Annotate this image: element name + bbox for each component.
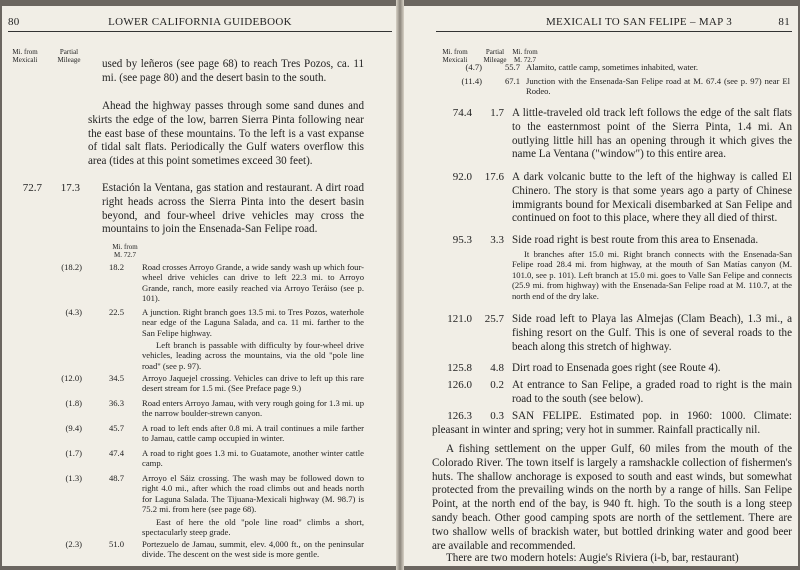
sub-entry: Road crosses Arroyo Grande, a wide sandy wash up which four-wheel drive vehicles can drive to left 22.3 mi. to Arroyo Grande, ranch, more easily reached via Arroyo Teráiso (see p. 101). <box>142 262 364 304</box>
header-rule <box>436 31 792 32</box>
sub-entry: A junction. Right branch goes 13.5 mi. to Tres Pozos, waterhole near edge of the Laguna Salada, and ca. 11 mi. farther to the San Felipe highway. <box>142 307 364 338</box>
entry-entrance: At entrance to San Felipe, a graded road to right is the main road to the south (see below). <box>512 379 792 405</box>
entry-playa-almejas: Side road left to Playa las Almejas (Clam Beach), 1.3 mi., a fishing resort on the Gulf. This is one of several roads to the beach along this stretch of highway. <box>512 313 792 353</box>
entry-ventana-track: A little-traveled old track left follows the edge of the salt flats to the easternmost point of the Sierra Pinta, 1.4 mi. An outlying little hill has an opening through it which gives the name La Ventana ("window") to this entire area. <box>512 107 792 161</box>
col-header-mexicali: Mi. from Mexicali <box>442 48 468 64</box>
sub-entry: A road to left ends after 0.8 mi. A trail continues a mile farther to Jamau, cattle camp occupied in winter. <box>142 423 364 444</box>
mileage-partial: 17.3 <box>60 182 80 194</box>
mileage-mexicali: 92.0 <box>452 171 472 183</box>
sub-partial: (1.7) <box>65 448 82 458</box>
mileage-mexicali: 74.4 <box>452 107 472 119</box>
col-header-mexicali: Mi. from Mexicali <box>12 48 38 64</box>
right-page <box>402 6 798 566</box>
sub-entry: Junction with the Ensenada-San Felipe road at M. 67.4 (see p. 97) near El Rodeo. <box>526 76 790 97</box>
mileage-mexicali: 125.8 <box>447 362 472 374</box>
paragraph-hotels: There are two modern hotels: Augie's Riviera (i-b, bar, restaurant) <box>446 552 739 564</box>
page-number: 80 <box>8 16 20 28</box>
entry-ventana: Estación la Ventana, gas station and restaurant. A dirt road right heads across the Sierra Pinta into the desert basin beyond, and four-wheel drive vehicles may cross the mountains to join the Ensenada-San Felipe road. <box>102 182 364 236</box>
col-header-partial: Partial Mileage <box>57 48 81 64</box>
mileage-mexicali: 121.0 <box>447 313 472 325</box>
entry-ensenada-note: It branches after 15.0 mi. Right branch connects with the Ensenada-San Felipe road 28.4 mi. from highway, at the mouth of San Matías canyon (M. 101.0, see p. 101). Left branch at 15.0 mi. goes to Valle San Felipe and connects (25.9 mi. from highway) with the Ensenada-San Felipe road at M. 110.7, at the north end of the dry lake. <box>512 249 792 301</box>
sub-entry: Road enters Arroyo Jamau, with very rough going for 1.3 mi. up the narrow boulder-strewn canyon. <box>142 398 364 419</box>
header-rule <box>8 31 392 32</box>
entry-san-felipe: SAN FELIPE. Estimated pop. in 1960: 1000. Climate: pleasant in winter and spring; very hot in summer. Rainfall practically nil. <box>432 410 792 436</box>
sub-mileage: 45.7 <box>108 423 124 433</box>
mileage-mexicali: 126.0 <box>447 379 472 391</box>
sub-col-header: Mi. from M. 72.7 <box>512 48 538 64</box>
sub-mileage: 34.5 <box>108 373 124 383</box>
paragraph-ahead: Ahead the highway passes through some sand dunes and skirts the edge of the low, barren Sierra Pinta following near the east base of these mountains. To the left is a vast expanse of tidal salt flats. Periodically the Gulf waters overflow this area (tides at this point sometimes exceed 30 feet). <box>88 100 364 168</box>
sub-entry: Alamito, cattle camp, sometimes inhabited, water. <box>526 62 699 72</box>
sub-partial: (1.8) <box>65 398 82 408</box>
entry-dirt-road: Dirt road to Ensenada goes right (see Route 4). <box>512 362 721 374</box>
page-number: 81 <box>778 16 790 28</box>
running-head: MEXICALI TO SAN FELIPE – MAP 3 <box>545 16 732 28</box>
entry-ensenada-route: Side road right is best route from this area to Ensenada. <box>512 234 759 246</box>
sub-mileage: 18.2 <box>108 262 124 272</box>
sub-entry: Portezuelo de Jamau, summit, elev. 4,000 ft., on the peninsular divide. The descent on the west side is more gentle. <box>142 539 364 560</box>
sub-entry: Arroyo el Sáiz crossing. The wash may be followed down to right 4.0 mi., after which the road climbs out and heads north for Laguna Salada. The Tijuana-Mexicali highway (M. 98.7) is 75.2 mi. from here (see page 68). <box>142 473 364 515</box>
mileage-partial: 3.3 <box>490 234 504 246</box>
book-gutter <box>396 0 404 570</box>
sub-entry: A road to right goes 1.3 mi. to Guatamote, another winter cattle camp. <box>142 448 364 469</box>
sub-mileage: 22.5 <box>108 307 124 317</box>
mileage-partial: 0.2 <box>490 379 504 391</box>
sub-partial: (1.3) <box>65 473 82 483</box>
sub-entry-note: East of here the old "pole line road" climbs a short, spectacularly steep grade. <box>142 517 364 538</box>
mileage-mexicali: 95.3 <box>452 234 472 246</box>
sub-partial: (4.7) <box>465 62 482 72</box>
sub-mileage: 47.4 <box>108 448 124 458</box>
sub-partial: (12.0) <box>61 373 82 383</box>
sub-mileage: 51.0 <box>108 539 124 549</box>
sub-partial: (2.3) <box>65 539 82 549</box>
sub-col-header: Mi. from M. 72.7 <box>112 243 138 259</box>
sub-partial: (18.2) <box>61 262 82 272</box>
sub-mileage: 67.1 <box>504 76 520 86</box>
paragraph-continued: used by leñeros (see page 68) to reach Tres Pozos, ca. 11 mi. (see page 80) and the desert basin to the south. <box>102 58 364 84</box>
sub-partial: (4.3) <box>65 307 82 317</box>
mileage-mexicali: 126.3 <box>447 410 472 422</box>
left-page <box>2 6 398 566</box>
col-header-partial: Partial Mileage <box>483 48 507 64</box>
paragraph-fishing: A fishing settlement on the upper Gulf, 60 miles from the mouth of the Colorado River. The town itself is largely a ramshackle collection of fishermen's huts. The shallow anchorage is exposed to south and east winds, but somewhat protected from the prevailing winds on the north by a range of hills. San Felipe Point, at the north end of the bay, is 940 ft. high. To the south is a long steep sandy beach. Other good camping spots are north of the settlement. There are two shallow wells of brackish water, but bottled drinking water and good beer are available and recommended. <box>432 443 792 552</box>
entry-chinero: A dark volcanic butte to the left of the highway is called El Chinero. The story is that some years ago a party of Chinese immigrants bound for Mexicali disembarked at San Felipe and continued on foot to this place, where they all died of thirst. <box>512 171 792 225</box>
mileage-partial: 1.7 <box>490 107 504 119</box>
sub-mileage: 36.3 <box>108 398 124 408</box>
sub-mileage: 55.7 <box>504 62 520 72</box>
mileage-partial: 4.8 <box>490 362 504 374</box>
sub-entry-note: Left branch is passable with difficulty by four-wheel drive vehicles, leading across the mountains, via the old "pole line road" (see p. 97). <box>142 340 364 371</box>
running-head: LOWER CALIFORNIA GUIDEBOOK <box>108 16 292 28</box>
sub-partial: (11.4) <box>461 76 482 86</box>
mileage-partial: 25.7 <box>484 313 504 325</box>
mileage-partial: 0.3 <box>490 410 504 422</box>
mileage-partial: 17.6 <box>484 171 504 183</box>
mileage-mexicali: 72.7 <box>22 182 42 194</box>
sub-entry: Arroyo Jaquejel crossing. Vehicles can drive to left up this rare desert stream for 1.5 mi. (See Preface page 9.) <box>142 373 364 394</box>
sub-partial: (9.4) <box>65 423 82 433</box>
sub-mileage: 48.7 <box>108 473 124 483</box>
